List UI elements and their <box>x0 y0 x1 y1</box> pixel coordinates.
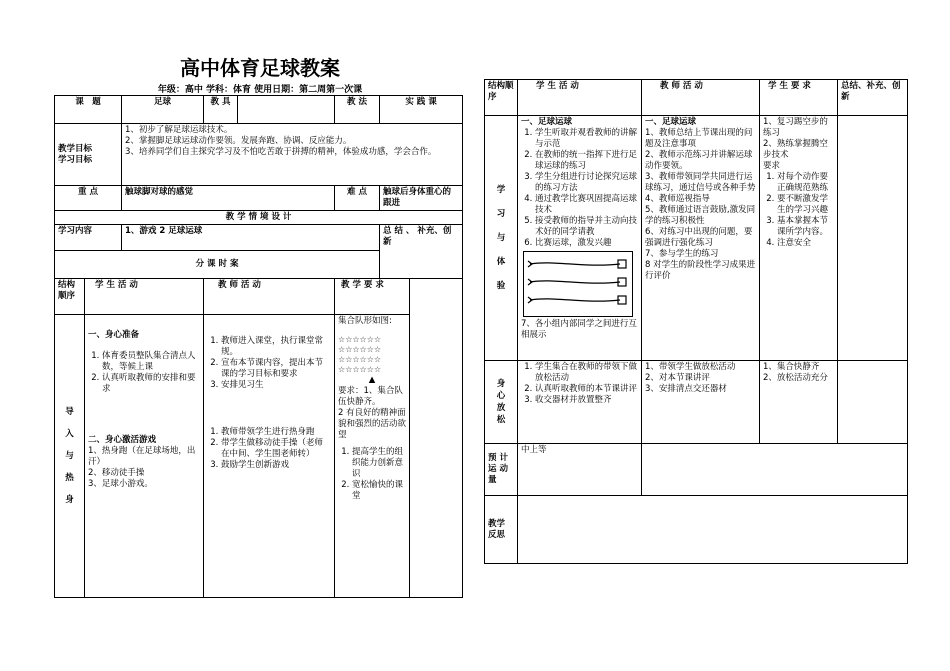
learn-teacher-line: 8 对学生的阶段性学习成果进行评价 <box>645 260 756 281</box>
load-rest <box>642 444 908 496</box>
relax-section-label: 身 心 放 松 <box>485 361 518 444</box>
goals-row <box>55 124 463 186</box>
learning-summary-cell <box>838 116 908 361</box>
page-subtitle: 年级：高中 学科：体育 使用日期：第二周第一次课 <box>157 85 363 95</box>
learn-teacher-line: 2、教师示范练习并讲解运球动作要领。 <box>645 150 753 171</box>
r-col-summary: 总结、补充、创新 <box>838 80 908 116</box>
learn-req-item: 3. 基本掌握本节课所学内容。 <box>777 216 834 238</box>
reflection-row <box>485 496 908 564</box>
design-header: 教 学 情 境 设 计 <box>55 211 463 225</box>
learn-student-title: 一、足球运球 <box>521 117 573 127</box>
load-label: 预 计 运 动 量 <box>485 444 518 496</box>
relax-row <box>485 361 908 444</box>
goals-label: 教学目标 学习目标 <box>55 124 122 186</box>
goal-3: 3、培养同学们自主探究学习及不怕吃苦敢于拼搏的精神，体验成功感，学会合作。 <box>125 147 437 157</box>
learning-section-label: 学 习 与 体 验 <box>485 116 518 361</box>
t2-item-2: 2. 带学生做移动徒手操（老师在中间、学生围老师转） <box>221 438 331 460</box>
key-point-value: 触球脚对球的感觉 <box>122 186 335 211</box>
relax-teacher-line: 1、带领学生做放松活动 <box>645 362 736 372</box>
learn-student-item-7: 7、各小组内部同学之间进行互相展示 <box>521 319 637 340</box>
method-label: 教 法 <box>335 96 380 124</box>
relax-student-cell <box>518 361 642 444</box>
learn-teacher-line: 7、参与学生的练习 <box>645 249 719 259</box>
learn-req-item: 4. 注意安全 <box>777 238 834 249</box>
r-col-teacher: 教 师 活 动 <box>642 80 760 116</box>
column-header-row <box>55 279 463 315</box>
s2-line-3: 3、足球小游戏。 <box>88 479 153 489</box>
req-item-2: 2. 宽松愉快的课堂 <box>352 480 406 502</box>
learn-teacher-line: 1、教师总结上节课出现的问题及注意事项 <box>645 128 753 149</box>
reflection-body <box>518 496 908 564</box>
learning-row <box>485 116 908 361</box>
key-point-label: 重 点 <box>55 186 122 211</box>
learn-teacher-line: 4、教师巡视指导 <box>645 194 710 204</box>
relax-req-line: 1、集合快静齐 <box>763 362 820 372</box>
warmup-section-label: 导 入 与 热 身 <box>55 315 85 598</box>
page-title: 高中体育足球教案 <box>180 56 340 80</box>
t1-item-2: 2. 宣布本节课内容，提出本节课的学习目标和要求 <box>221 358 331 380</box>
learning-teacher-cell <box>642 116 760 361</box>
goal-1: 1、初步了解足球运球技术。 <box>125 125 233 135</box>
s1-title: 一、身心准备 <box>88 330 140 340</box>
formation-stars-row: ☆☆☆☆☆☆ <box>338 365 382 374</box>
col-struct: 结构顺序 <box>55 279 85 315</box>
learn-teacher-line: 6、对练习中出现的问题，要强调进行强化练习 <box>645 227 753 248</box>
learn-student-item: 5. 接受教师的指导并主动向技术好的同学请教 <box>535 216 638 238</box>
key-diff-row <box>55 186 463 211</box>
col-student: 学 生 活 动 <box>85 279 204 315</box>
t2-item-3: 3. 鼓励学生创新游戏 <box>221 460 331 471</box>
s2-title: 二、身心激活游戏 <box>88 435 157 445</box>
content-row <box>55 225 463 251</box>
relax-requirement-cell <box>760 361 838 444</box>
s1-item-1: 1. 体育委员整队集合清点人数，等候上课 <box>102 351 200 373</box>
t1-item-3: 3. 安排见习生 <box>221 380 331 391</box>
right-header-row <box>485 80 908 116</box>
learn-teacher-title: 一、足球运球 <box>645 117 697 127</box>
relax-student-item: 2. 认真听取教师的本节课讲评 <box>535 384 638 395</box>
learning-requirement-cell <box>760 116 838 361</box>
learn-student-item: 2. 在教师的统一指挥下进行足球运球的练习 <box>535 150 638 172</box>
s2-line-1: 1、热身跑（在足球场地，出汗） <box>88 446 196 467</box>
s1-item-2: 2. 认真听取教师的安排和要求 <box>102 373 200 395</box>
reflection-label: 教学 反思 <box>485 496 518 564</box>
learning-student-cell <box>518 116 642 361</box>
warmup-requirement-cell <box>335 315 410 598</box>
learn-req-line: 2、熟练掌握腾空步技术 <box>763 139 828 160</box>
learn-req-line: 要求 <box>763 161 781 171</box>
design-header-row <box>55 211 463 225</box>
r-col-struct: 结构顺序 <box>485 80 518 116</box>
goals-cell <box>122 124 463 186</box>
learn-req-item: 2. 要不断激发学生的学习兴趣 <box>777 194 834 216</box>
content-label: 学习内容 <box>55 225 122 251</box>
req-item-1: 1. 提高学生的组织能力创新意识 <box>352 447 406 480</box>
r-col-requirement: 学 生 要 求 <box>760 80 838 116</box>
relax-teacher-line: 2、对本节课讲评 <box>645 373 710 383</box>
relax-student-item: 1. 学生集合在教师的带领下做放松活动 <box>535 362 638 384</box>
teacher-triangle-icon: ▲ <box>368 375 376 385</box>
req-text-1: 要求：1、集合队伍快静齐。 <box>338 386 403 407</box>
drill-lane-2 <box>530 281 620 283</box>
learn-req-item: 1. 对每个动作要正确规范熟练 <box>777 172 834 194</box>
time-header: 分 课 时 案 <box>55 251 380 279</box>
difficulty-value: 触球后身体重心的跟进 <box>380 186 463 211</box>
topic-value: 足球 <box>122 96 204 124</box>
formation-stars-row: ☆☆☆☆☆☆ <box>338 345 382 354</box>
s2-line-2: 2、移动徒手操 <box>88 468 145 478</box>
col-requirement: 教 学 要 求 <box>335 279 410 315</box>
learn-student-item: 6. 比赛运球，激发兴趣 <box>535 238 638 249</box>
learn-req-line: 1、复习踢空步的练习 <box>763 117 828 138</box>
relax-summary-cell <box>838 361 908 444</box>
dribbling-drill-svg <box>524 252 632 316</box>
t2-item-1: 1. 教师带领学生进行热身跑 <box>221 427 331 438</box>
method-value: 实 践 课 <box>380 96 463 124</box>
learn-teacher-line: 5、教师通过语言鼓励,激发同学的练习积极性 <box>645 205 756 226</box>
load-value: 中上等 <box>518 444 642 496</box>
r-col-student: 学 生 活 动 <box>518 80 642 116</box>
warmup-row <box>55 315 463 598</box>
summary-label: 总 结 、 补充、创新 <box>380 225 463 279</box>
goal-2: 2、掌握脚足球运球动作要领。发展奔跑、协调、反应能力。 <box>125 136 352 146</box>
equipment-label: 教 具 <box>204 96 238 124</box>
learn-teacher-line: 3、教师带领同学共同进行运球练习，通过信号或各种手势 <box>645 172 756 193</box>
relax-teacher-line: 3、安排清点交还器材 <box>645 384 727 394</box>
warmup-student-cell <box>85 315 204 598</box>
equipment-value <box>238 96 335 124</box>
drill-lane-3 <box>530 299 620 301</box>
col-teacher: 教 师 活 动 <box>204 279 335 315</box>
right-lesson-table <box>484 79 908 564</box>
learn-student-item: 3. 学生分组进行讨论探究运球的练习方法 <box>535 172 638 194</box>
basic-info-row <box>55 96 463 124</box>
relax-req-line: 2、放松活动充分 <box>763 373 828 383</box>
left-lesson-table <box>54 95 463 598</box>
relax-student-item: 3. 收交器材并放置整齐 <box>535 395 638 406</box>
warmup-teacher-cell <box>204 315 335 598</box>
req-text-2: 2 有良好的精神面貌和强烈的活动欲望 <box>338 408 407 440</box>
learn-student-item: 1. 学生听取并观看教师的讲解与示范 <box>535 128 638 150</box>
difficulty-label: 难 点 <box>335 186 380 211</box>
drill-lane-1 <box>530 263 620 265</box>
content-value: 1、游戏 2 足球运球 <box>122 225 380 251</box>
dribbling-diagram <box>523 251 633 317</box>
formation-stars-row: ☆☆☆☆☆☆ <box>338 355 382 364</box>
formation-stars-row: ☆☆☆☆☆☆ <box>338 335 382 344</box>
formation-label: 集合队形如图: <box>338 316 392 326</box>
relax-teacher-cell <box>642 361 760 444</box>
summary-body <box>410 279 463 598</box>
t1-item-1: 1. 教师进入课堂，执行课堂常规。 <box>221 336 331 358</box>
learn-student-item: 4. 通过教学比赛巩固提高运球技术 <box>535 194 638 216</box>
load-row <box>485 444 908 496</box>
topic-label: 课 题 <box>55 96 122 124</box>
